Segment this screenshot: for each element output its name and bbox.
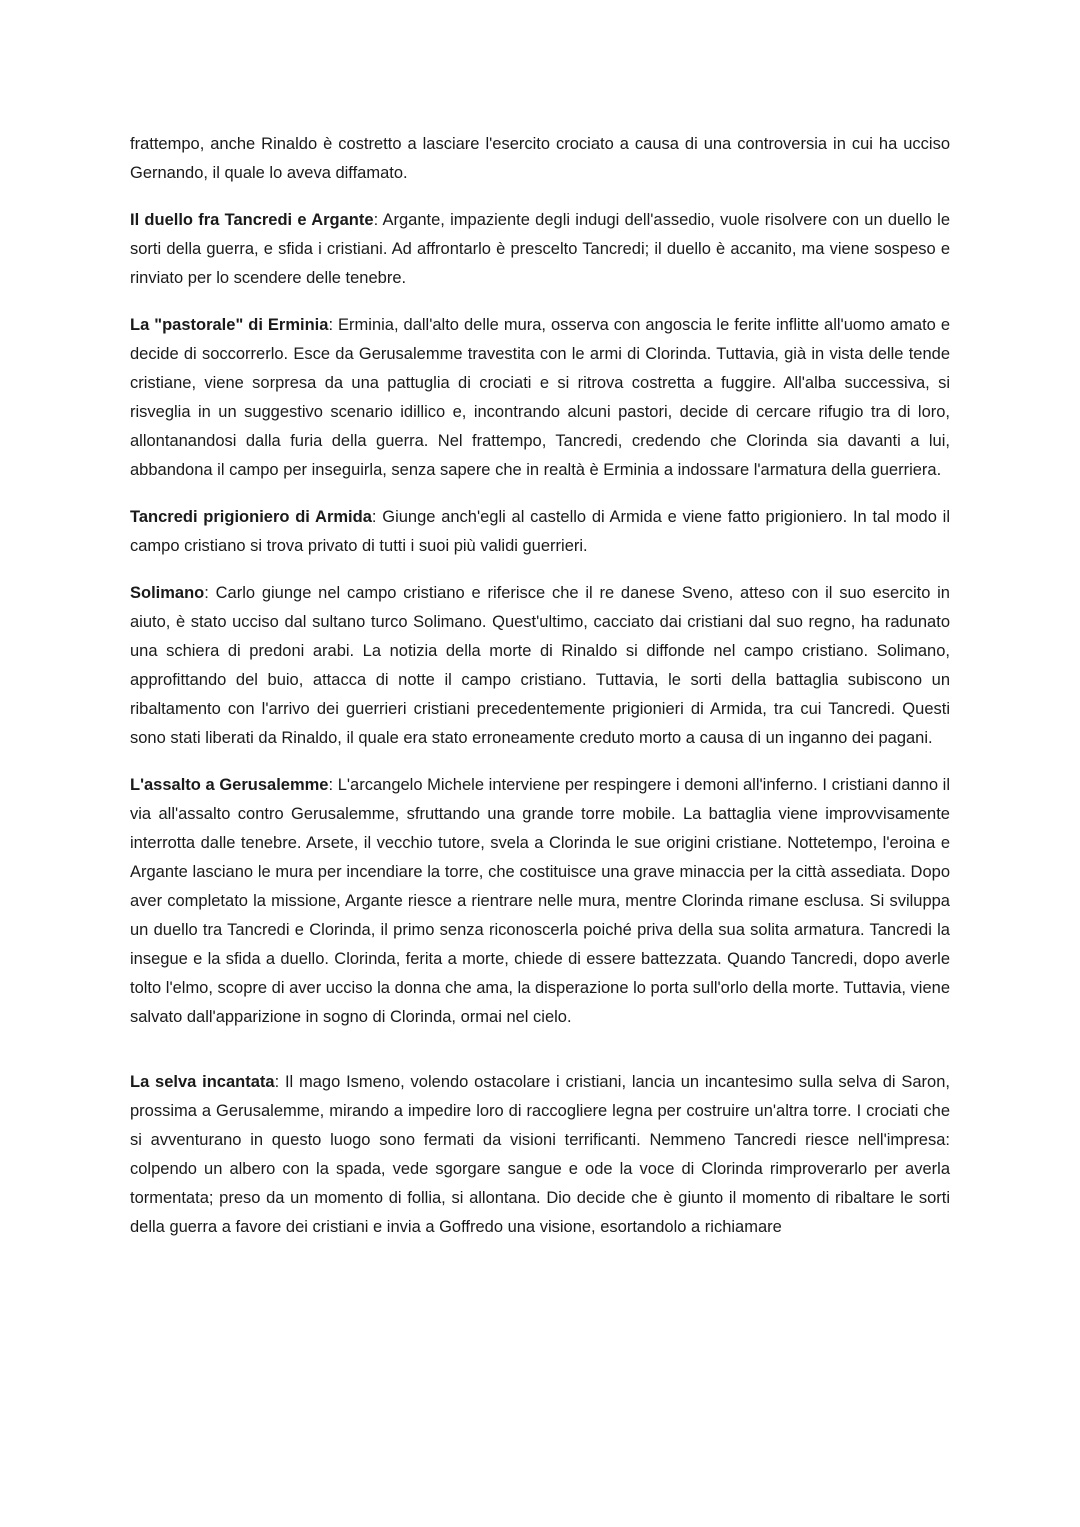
paragraph-text: : Argante, impaziente degli indugi dell'assedio, vuole risolvere con un duello le sorti della guerra, e sfida i cristiani. Ad affrontarlo è prescelto Tancredi; il duello è accanito, ma viene sospeso e rinviato per lo scendere delle tenebre. [130,211,950,287]
paragraph [130,311,950,485]
paragraph-lead: La selva incantata [130,1073,275,1091]
paragraph [130,771,950,1032]
paragraph [130,130,950,188]
paragraph [130,579,950,753]
paragraph-text: frattempo, anche Rinaldo è costretto a lasciare l'esercito crociato a causa di una controversia in cui ha ucciso Gernando, il quale lo aveva diffamato. [130,135,950,182]
paragraph-text: : L'arcangelo Michele interviene per respingere i demoni all'inferno. I cristiani danno il via all'assalto contro Gerusalemme, sfruttando una grande torre mobile. La battaglia viene improvvisamente interrotta dalle tenebre. Arsete, il vecchio tutore, svela a Clorinda le sue origini cristiane. Nottetempo, l'eroina e Argante lasciano le mura per incendiare la torre, che costituisce una grave minaccia per la città assediata. Dopo aver completato la missione, Argante riesce a rientrare nelle mura, mentre Clorinda rimane esclusa. Si sviluppa un duello tra Tancredi e Clorinda, il primo senza riconoscerla poiché priva della sua solita armatura. Tancredi la insegue e la sfida a duello. Clorinda, ferita a morte, chiede di essere battezzata. Quando Tancredi, dopo averle tolto l'elmo, scopre di aver ucciso la donna che ama, la disperazione lo porta sull'orlo della morte. Tuttavia, viene salvato dall'apparizione in sogno di Clorinda, ormai nel cielo. [130,776,950,1026]
paragraph-text: : Giunge anch'egli al castello di Armida e viene fatto prigioniero. In tal modo il campo cristiano si trova privato di tutti i suoi più validi guerrieri. [130,508,951,555]
paragraph [130,206,950,293]
paragraph-lead: L'assalto a Gerusalemme [130,776,329,794]
paragraph-text: : Carlo giunge nel campo cristiano e riferisce che il re danese Sveno, atteso con il suo esercito in aiuto, è stato ucciso dal sultano turco Solimano. Quest'ultimo, cacciato dai cristiani dal suo regno, ha radunato una schiera di predoni arabi. La notizia della morte di Rinaldo si diffonde nel campo cristiano. Solimano, approfittando del buio, attacca di notte il campo cristiano. Tuttavia, le sorti della battaglia subiscono un ribaltamento con l'arrivo dei guerrieri cristiani precedentemente prigionieri di Armida, tra cui Tancredi. Questi sono stati liberati da Rinaldo, il quale era stato erroneamente creduto morto a causa di un inganno dei pagani. [130,584,950,747]
paragraph-lead: Solimano [130,584,205,602]
paragraph-text: : Il mago Ismeno, volendo ostacolare i cristiani, lancia un incantesimo sulla selva di Saron, prossima a Gerusalemme, mirando a impedire loro di raccogliere legna per costruire un'altra torre. I crociati che si avventurano in questo luogo sono fermati da visioni terrificanti. Nemmeno Tancredi riesce nell'impresa: colpendo un albero con la spada, vede sgorgare sangue e ode la voce di Clorinda rimproverarlo per averla tormentata; preso da un momento di follia, si allontana. Dio decide che è giunto il momento di ribaltare le sorti della guerra a favore dei cristiani e invia a Goffredo una visione, esortandolo a richiamare [130,1073,950,1236]
paragraph-lead: Il duello fra Tancredi e Argante [130,211,374,229]
paragraph [130,503,950,561]
paragraph-lead: Tancredi prigioniero di Armida [130,508,372,526]
paragraph-text: : Erminia, dall'alto delle mura, osserva con angoscia le ferite inflitte all'uomo amato e decide di soccorrerlo. Esce da Gerusalemme travestita con le armi di Clorinda. Tuttavia, già in vista delle tende cristiane, viene sorpresa da una pattuglia di crociati e si ritrova costretta a fuggire. All'alba successiva, si risveglia in un suggestivo scenario idillico e, incontrando alcuni pastori, decide di cercare rifugio tra di loro, allontanandosi dalla furia della guerra. Nel frattempo, Tancredi, credendo che Clorinda sia davanti a lui, abbandona il campo per inseguirla, senza sapere che in realtà è Erminia a indossare l'armatura della guerriera. [130,316,950,479]
paragraph-lead: La "pastorale" di Erminia [130,316,329,334]
paragraph [130,1068,950,1242]
